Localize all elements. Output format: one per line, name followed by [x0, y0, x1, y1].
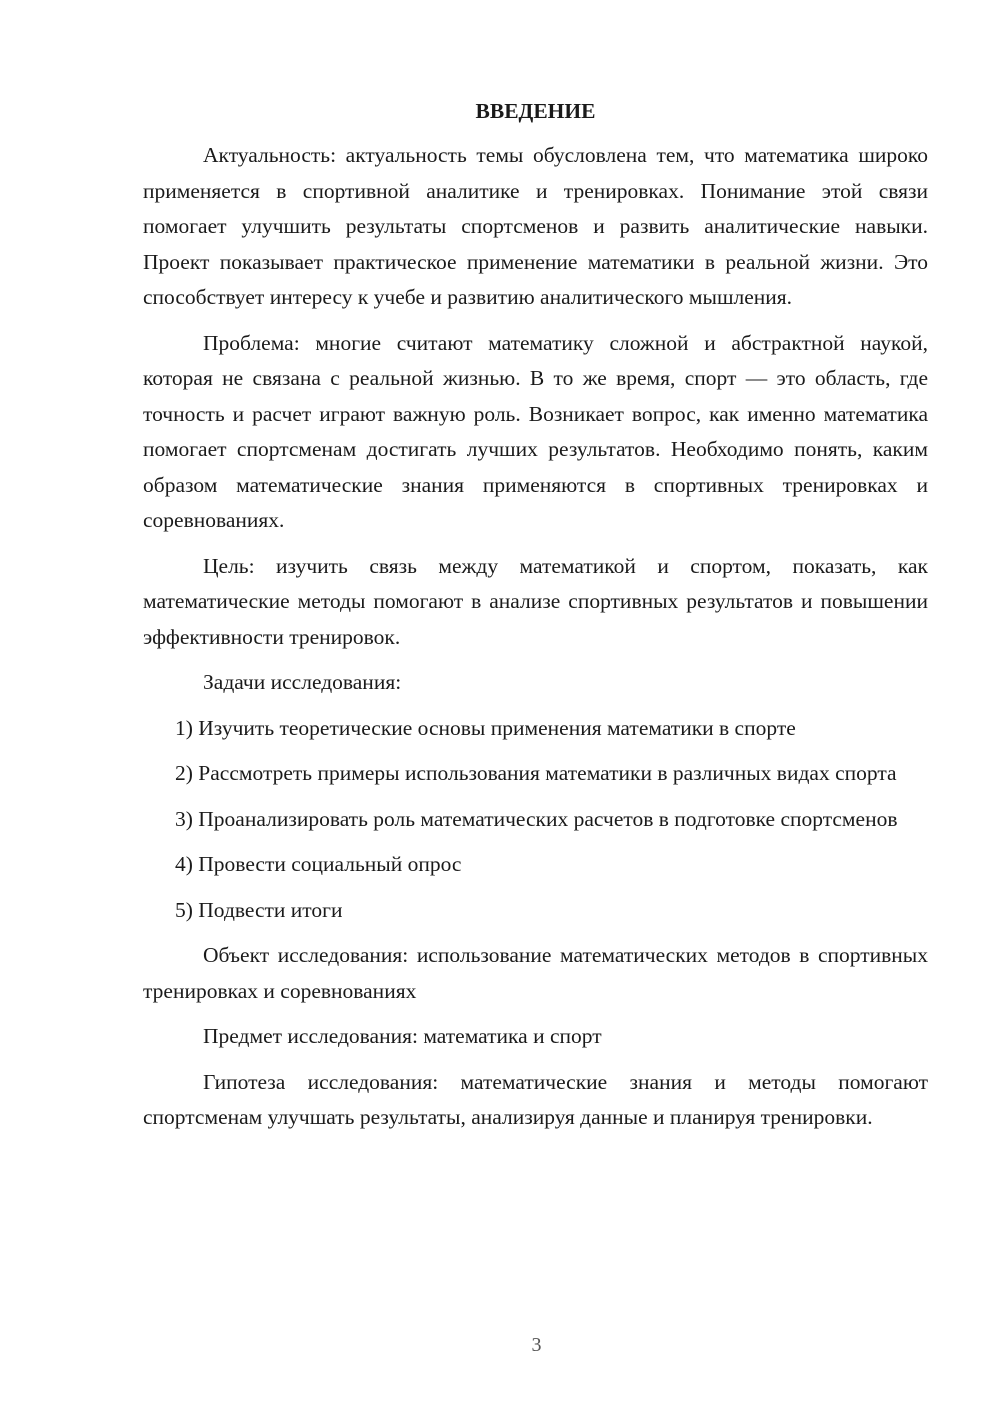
page-number: 3 — [531, 1334, 542, 1356]
task-item-3: 3) Проанализировать роль математических расчетов в подготовке спортсменов — [175, 806, 898, 831]
task-item-1: 1) Изучить теоретические основы применения математики в спорте — [175, 715, 796, 740]
relevance-paragraph: Актуальность: актуальность темы обусловлена тем, что математика широко применяется в спортивной аналитике и тренировках. Понимание этой связи помогает улучшить результаты спортсменов и развить аналитические навыки. Проект показывает практическое применение математики в реальной жизни. Это способствует интересу к учебе и развитию аналитического мышления. — [143, 143, 928, 309]
task-item-4: 4) Провести социальный опрос — [175, 852, 462, 876]
document-page — [143, 96, 928, 1146]
object-paragraph: Объект исследования: использование математических методов в спортивных тренировках и соревнованиях — [143, 943, 928, 1003]
page-title: ВВЕДЕНИЕ — [475, 99, 596, 123]
task-item-5: 5) Подвести итоги — [175, 897, 343, 922]
subject-paragraph: Предмет исследования: математика и спорт — [203, 1024, 602, 1048]
tasks-title: Задачи исследования: — [203, 670, 402, 694]
problem-paragraph: Проблема: многие считают математику сложной и абстрактной наукой, которая не связана с реальной жизнью. В то же время, спорт — это область, где точность и расчет играют важную роль. Возникает вопрос, как именно математика помогает спортсменам достигать лучших результатов. Необходимо понять, каким образом математические знания применяются в спортивных тренировках и соревнованиях. — [143, 330, 928, 532]
task-item-2: 2) Рассмотреть примеры использования математики в различных видах спорта — [175, 761, 897, 785]
goal-paragraph: Цель: изучить связь между математикой и спортом, показать, как математические методы помогают в анализе спортивных результатов и повышении эффективности тренировок. — [143, 553, 928, 649]
hypothesis-paragraph: Гипотеза исследования: математические знания и методы помогают спортсменам улучшать результаты, анализируя данные и планируя тренировки. — [143, 1069, 928, 1129]
